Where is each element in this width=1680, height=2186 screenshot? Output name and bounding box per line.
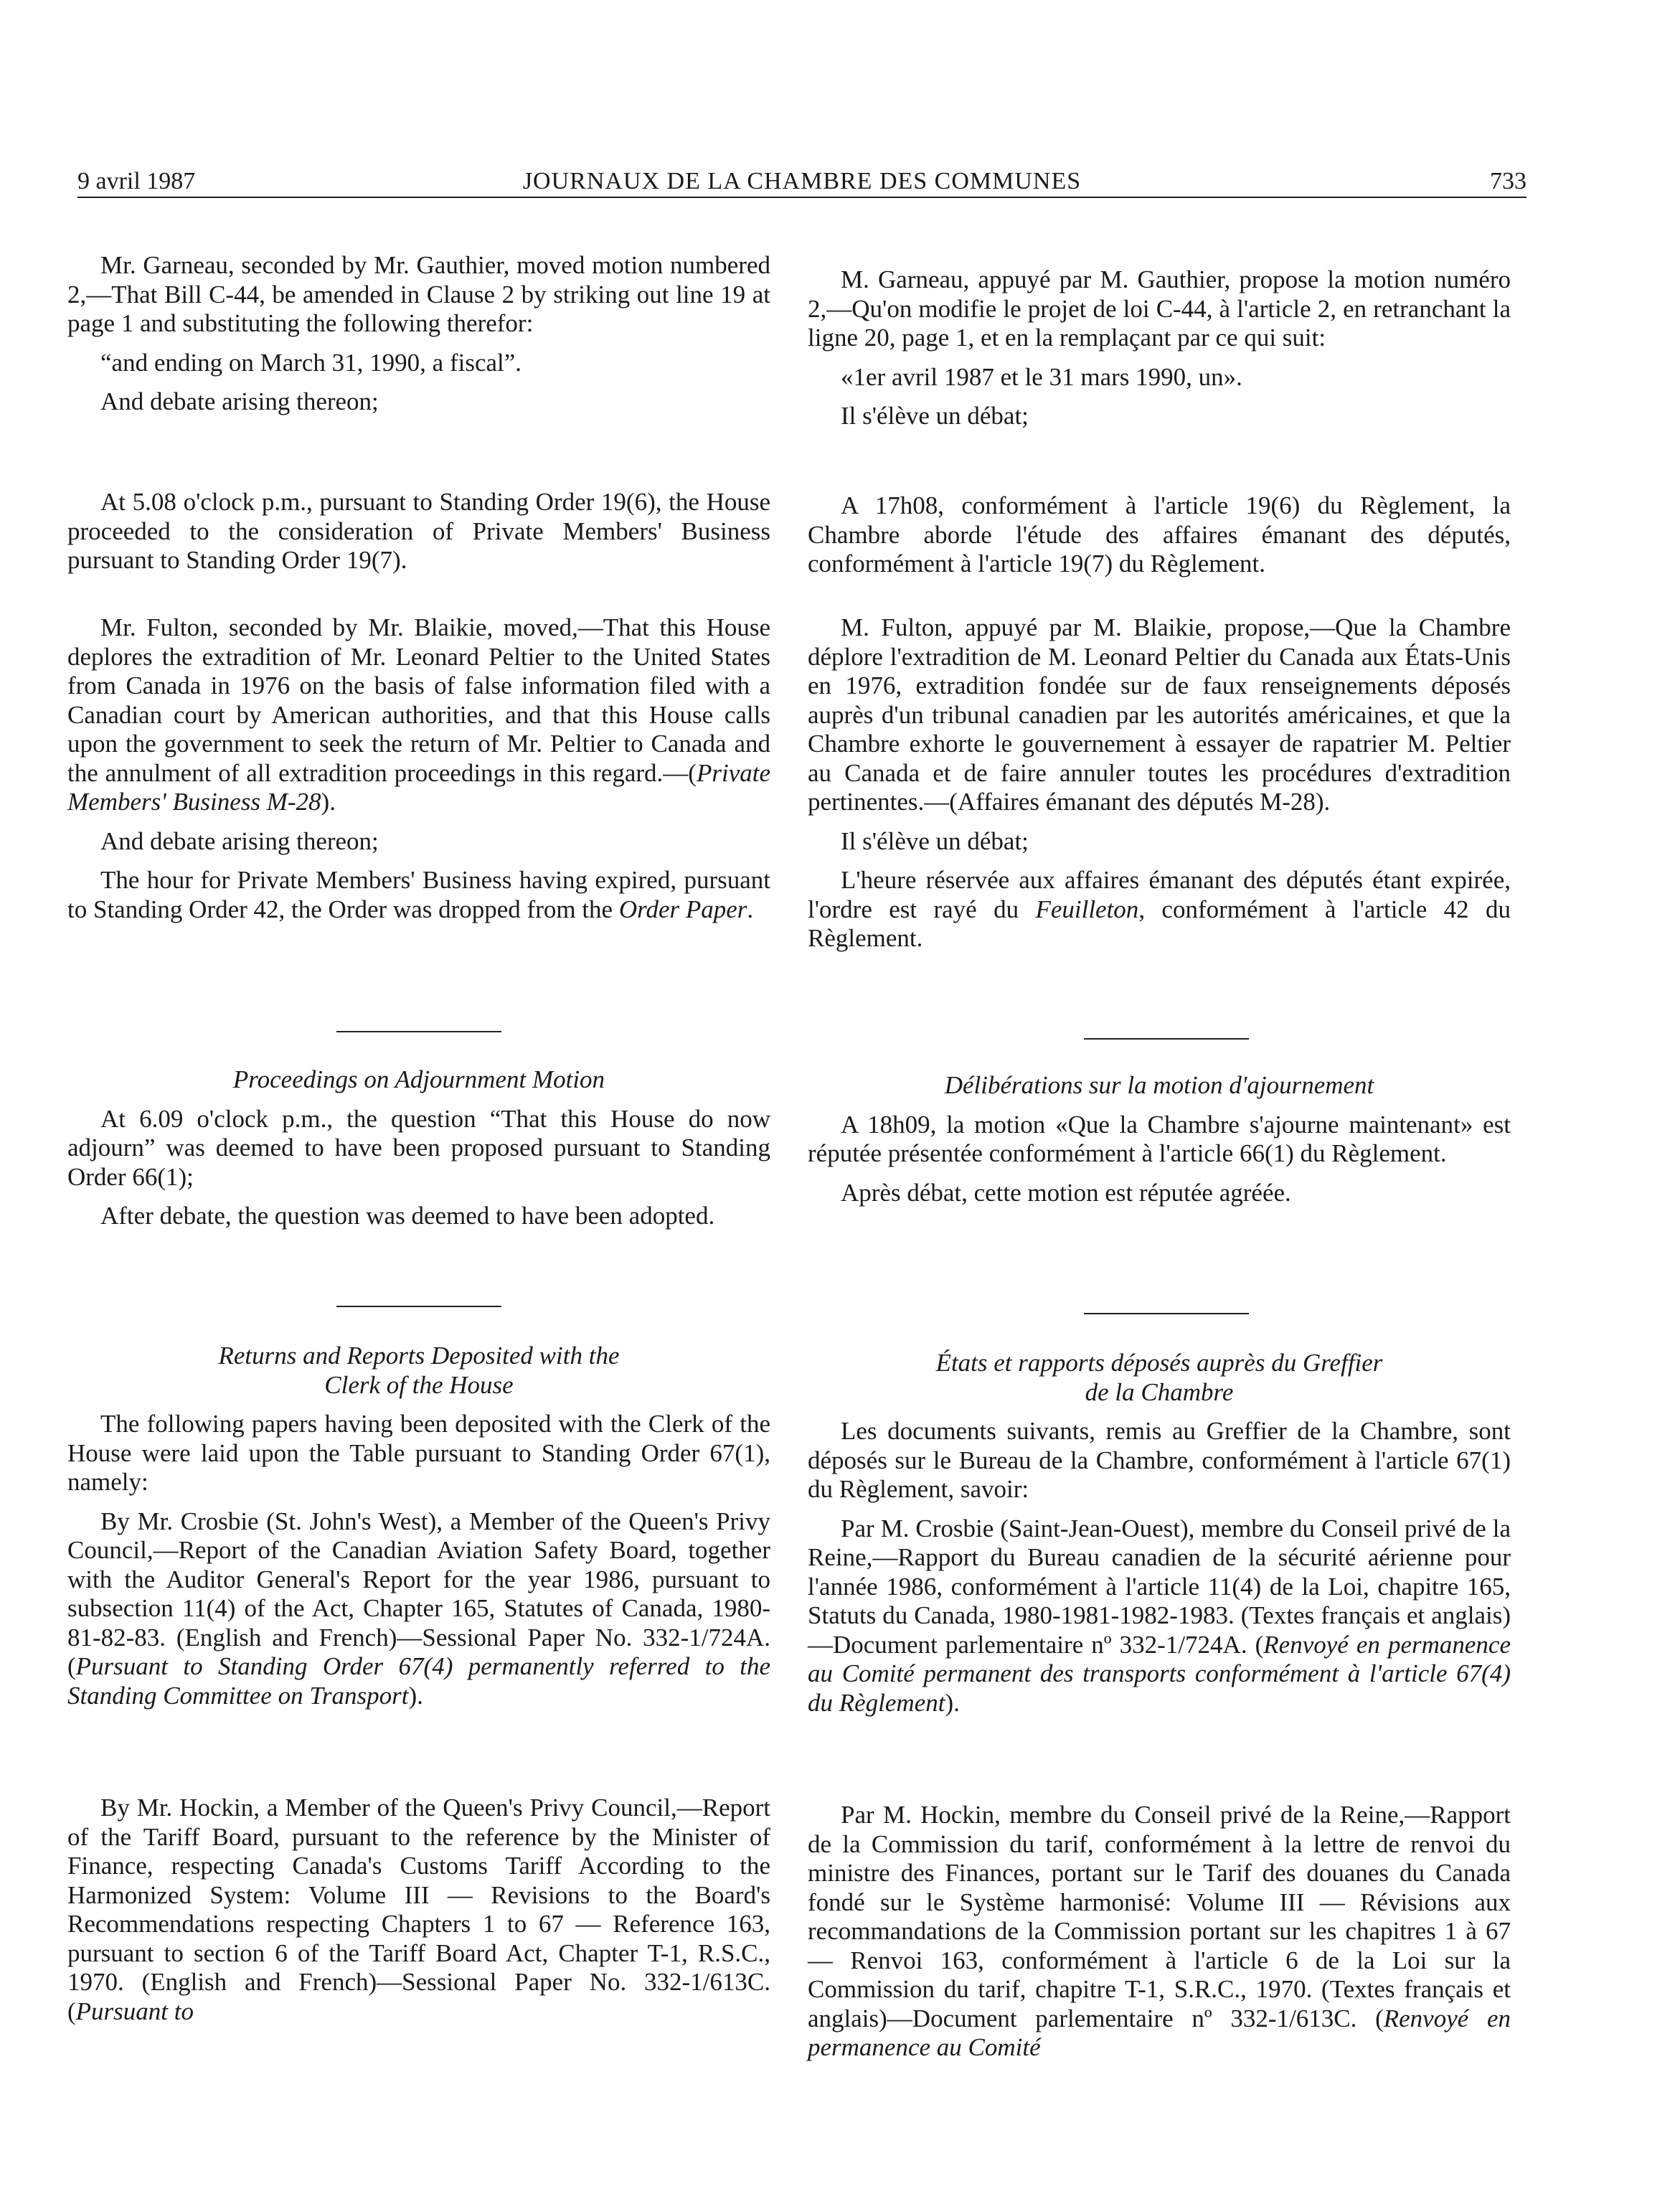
adjournment-text: A 18h09, la motion «Que la Chambre s'ajourne maintenant» est réputée présentée conformément à l'article 66(1) du Règlement.	[808, 1110, 1511, 1167]
journal-title: JOURNAUX DE LA CHAMBRE DES COMMUNES	[522, 168, 1082, 194]
adjournment-adopted: After debate, the question was deemed to have been adopted.	[100, 1202, 715, 1230]
returns-block	[808, 1349, 1511, 1728]
section-divider	[1084, 1038, 1249, 1040]
motion-garneau-block	[67, 251, 770, 427]
page-number: 733	[1490, 168, 1526, 194]
returns-intro: Les documents suivants, remis au Greffier de la Chambre, sont déposés sur le Bureau de la Chambre, conformément à l'article 67(1) du Règlement, savoir:	[808, 1417, 1511, 1503]
section-heading: États et rapports déposés auprès du Greffier de la Chambre	[935, 1349, 1383, 1406]
private-members-block	[67, 488, 770, 585]
adjournment-text: At 6.09 o'clock p.m., the question “That this House do now adjourn” was deemed to have been proposed pursuant to Standing Order 66(1);	[67, 1104, 770, 1191]
private-members-text: At 5.08 o'clock p.m., pursuant to Standing Order 19(6), the House proceeded to the consideration of Private Members' Business pursuant to Standing Order 19(7).	[67, 488, 770, 574]
returns-intro: The following papers having been deposited with the Clerk of the House were laid upon the Table pursuant to Standing Order 67(1), namely:	[67, 1410, 770, 1496]
debate-arising: Il s'élève un débat;	[841, 402, 1029, 430]
section-divider	[336, 1031, 501, 1032]
motion-fulton-block	[67, 613, 770, 934]
paper-hockin: Par M. Hockin, membre du Conseil privé de la Reine,—Rapport de la Commission du tarif, conformément à la lettre de renvoi du ministre des Finances, portant sur le Tarif des douanes du Canada fondé sur le Système harmonisé: Volume III — Révisions aux recommandations de la Commission portant sur les chapitres 1 à 67 — Renvoi 163, conformément à l'article 6 de la Loi sur la Commission du tarif, chapitre T-1, S.R.C., 1970. (Textes français et anglais)—Document parlementaire nº 332-1/613C. (Renvoyé en permanence au Comité	[808, 1801, 1511, 2061]
order-dropped-text: The hour for Private Members' Business having expired, pursuant to Standing Order 42, the Order was dropped from the Order Paper.	[67, 866, 770, 923]
motion-fulton-block	[808, 613, 1511, 964]
header-date: 9 avril 1987	[77, 168, 196, 194]
motion-garneau-quote: «1er avril 1987 et le 31 mars 1990, un».	[841, 362, 1242, 391]
adjournment-block	[67, 1065, 770, 1241]
section-heading: Délibérations sur la motion d'ajournement	[944, 1071, 1374, 1099]
paper-crosbie: Par M. Crosbie (Saint-Jean-Ouest), membre du Conseil privé de la Reine,—Rapport du Bureau canadien de la sécurité aérienne pour l'année 1986, conformément à l'article 11(4) de la Loi, chapitre 165, Statuts du Canada, 1980-1981-1982-1983. (Textes français et anglais)—Document parlementaire nº 332-1/724A. (Renvoyé en permanence au Comité permanent des transports conformément à l'article 67(4) du Règlement).	[808, 1514, 1511, 1717]
paper-hockin: By Mr. Hockin, a Member of the Queen's Privy Council,—Report of the Tariff Board, pursuant to the reference by the Minister of Finance, respecting Canada's Customs Tariff According to the Harmonized System: Volume III — Revisions to the Board's Recommendations respecting Chapters 1 to 67 — Reference 163, pursuant to section 6 of the Tariff Board Act, Chapter T-1, R.S.C., 1970. (English and French)—Sessional Paper No. 332-1/613C. (Pursuant to	[67, 1794, 770, 2025]
page-header	[77, 156, 1526, 198]
debate-arising: And debate arising thereon;	[100, 826, 379, 855]
motion-fulton-text: Mr. Fulton, seconded by Mr. Blaikie, moved,—That this House deplores the extradition of Mr. Leonard Peltier to the United States from Canada in 1976 on the basis of false information filed with a Canadian court by American authorities, and that this House calls upon the government to seek the return of Mr. Peltier to Canada and the annulment of all extradition proceedings in this regard.—(Private Members' Business M-28).	[67, 613, 770, 816]
section-heading: Proceedings on Adjournment Motion	[232, 1065, 605, 1093]
section-divider	[336, 1306, 501, 1307]
returns-block	[67, 1342, 770, 1720]
adjournment-adopted: Après débat, cette motion est réputée agréée.	[841, 1178, 1291, 1207]
adjournment-block	[808, 1071, 1511, 1217]
motion-garneau-block	[808, 265, 1511, 441]
order-dropped-text: L'heure réservée aux affaires émanant des députés étant expirée, l'ordre est rayé du Feuilleton, conformément à l'article 42 du Règlement.	[808, 866, 1511, 952]
private-members-block	[808, 491, 1511, 589]
motion-garneau-text: M. Garneau, appuyé par M. Gauthier, propose la motion numéro 2,—Qu'on modifie le projet de loi C-44, à l'article 2, en retranchant la ligne 20, page 1, et en la remplaçant par ce qui suit:	[808, 265, 1511, 352]
section-divider	[1084, 1313, 1249, 1314]
motion-garneau-text: Mr. Garneau, seconded by Mr. Gauthier, moved motion numbered 2,—That Bill C-44, be amended in Clause 2 by striking out line 19 at page 1 and substituting the following therefor:	[67, 251, 770, 337]
motion-garneau-quote: “and ending on March 31, 1990, a fiscal”.	[100, 348, 522, 377]
motion-fulton-text: M. Fulton, appuyé par M. Blaikie, propose,—Que la Chambre déplore l'extradition de M. Leonard Peltier du Canada aux États-Unis en 1976, extradition fondée sur de faux renseignements déposés auprès d'un tribunal canadien par les autorités américaines, et que la Chambre exhorte le gouvernement à essayer de rapatrier M. Peltier au Canada et de faire annuler toutes les procédures d'extradition pertinentes.—(Affaires émanant des députés M-28).	[808, 613, 1511, 816]
private-members-text: A 17h08, conformément à l'article 19(6) du Règlement, la Chambre aborde l'étude des affaires émanant des députés, conformément à l'article 19(7) du Règlement.	[808, 491, 1511, 578]
paper-hockin-block	[67, 1794, 770, 2036]
paper-hockin-block	[808, 1801, 1511, 2073]
debate-arising: And debate arising thereon;	[100, 387, 379, 415]
section-heading: Returns and Reports Deposited with the Clerk of the House	[218, 1342, 620, 1399]
debate-arising: Il s'élève un débat;	[841, 826, 1029, 855]
paper-crosbie: By Mr. Crosbie (St. John's West), a Member of the Queen's Privy Council,—Report of the Canadian Aviation Safety Board, together with the Auditor General's Report for the year 1986, pursuant to subsection 11(4) of the Act, Chapter 165, Statutes of Canada, 1980-81-82-83. (English and French)—Sessional Paper No. 332-1/724A. (Pursuant to Standing Order 67(4) permanently referred to the Standing Committee on Transport).	[67, 1507, 770, 1710]
